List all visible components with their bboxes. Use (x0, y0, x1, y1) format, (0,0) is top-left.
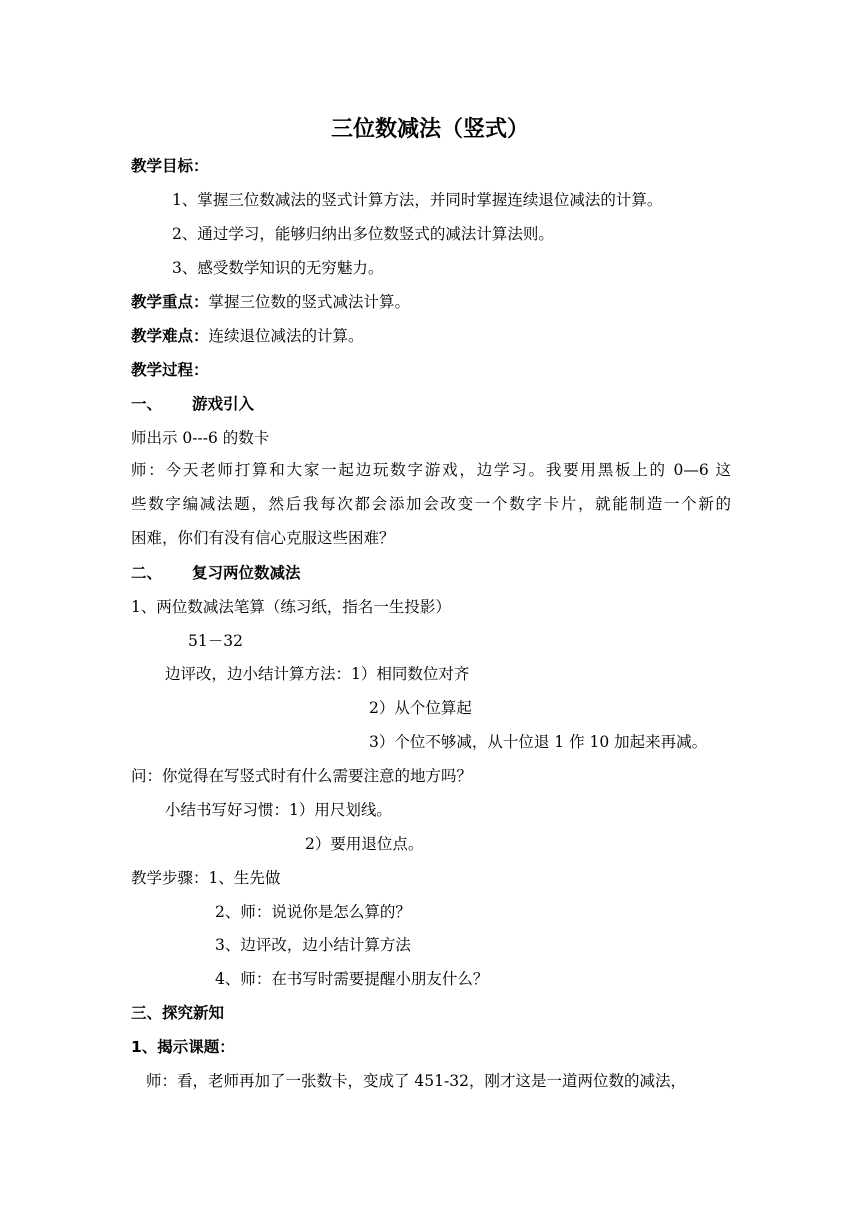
goal-item-1: 1、掌握三位数减法的竖式计算方法，并同时掌握连续退位减法的计算。 (172, 191, 663, 209)
section-2-summary-3: 3）个位不够减，从十位退 1 作 10 加起来再减。 (369, 733, 708, 751)
difficulty (131, 326, 364, 346)
goal-item-3: 3、感受数学知识的无穷魅力。 (172, 259, 384, 277)
teaching-step-1: 教学步骤：1、生先做 (131, 869, 281, 887)
goals-heading: 教学目标： (131, 157, 209, 175)
section-2-summary-2: 2）从个位算起 (369, 699, 472, 717)
difficulty-text: 连续退位减法的计算。 (208, 327, 364, 345)
section-3-sub-1: 1、揭示课题： (131, 1038, 235, 1056)
section-3-text-1: 师：看，老师再加了一张数卡，变成了 451-32，刚才这是一道两位数的减法， (146, 1072, 686, 1090)
section-2-title: 复习两位数减法 (192, 564, 301, 582)
section-1-number: 一、 (131, 395, 163, 413)
section-1-line-1: 师出示 0---6 的数卡 (131, 429, 270, 447)
section-1-para-line-2: 些数字编减法题，然后我每次都会添加会改变一个数字卡片，就能制造一个新的 (131, 495, 731, 513)
section-2-number: 二、 (131, 564, 163, 582)
section-2-question: 问：你觉得在写竖式时有什么需要注意的地方吗？ (131, 767, 473, 785)
section-2-expression: 51－32 (188, 632, 243, 650)
section-1-para-line-3: 困难，你们有没有信心克服这些困难？ (131, 529, 395, 547)
process-heading: 教学过程： (131, 361, 209, 379)
section-2-habit-2: 2）要用退位点。 (305, 835, 424, 853)
section-1-title: 游戏引入 (192, 395, 255, 413)
key-point (131, 292, 410, 312)
section-1-para-line-1: 师：今天老师打算和大家一起边玩数字游戏，边学习。我要用黑板上的 0—6 这 (131, 461, 731, 479)
section-1-heading (131, 394, 254, 414)
section-2-summary-1: 边评改，边小结计算方法：1）相同数位对齐 (165, 665, 470, 683)
key-point-label: 教学重点： (131, 293, 209, 311)
teaching-step-2: 2、师：说说你是怎么算的？ (215, 903, 411, 921)
goal-item-2: 2、通过学习，能够归纳出多位数竖式的减法计算法则。 (172, 225, 554, 243)
teaching-step-4: 4、师：在书写时需要提醒小朋友什么？ (215, 970, 489, 988)
section-2-item-1: 1、两位数减法笔算（练习纸，指名一生投影） (131, 598, 451, 616)
section-3-heading: 三、探究新知 (131, 1004, 225, 1022)
page-title: 三位数减法（竖式） (330, 117, 529, 142)
teaching-step-3: 3、边评改，边小结计算方法 (215, 936, 411, 954)
section-2-heading (131, 563, 301, 583)
section-2-habit-1: 小结书写好习惯：1）用尺划线。 (165, 801, 392, 819)
key-point-text: 掌握三位数的竖式减法计算。 (208, 293, 411, 311)
difficulty-label: 教学难点： (131, 327, 209, 345)
